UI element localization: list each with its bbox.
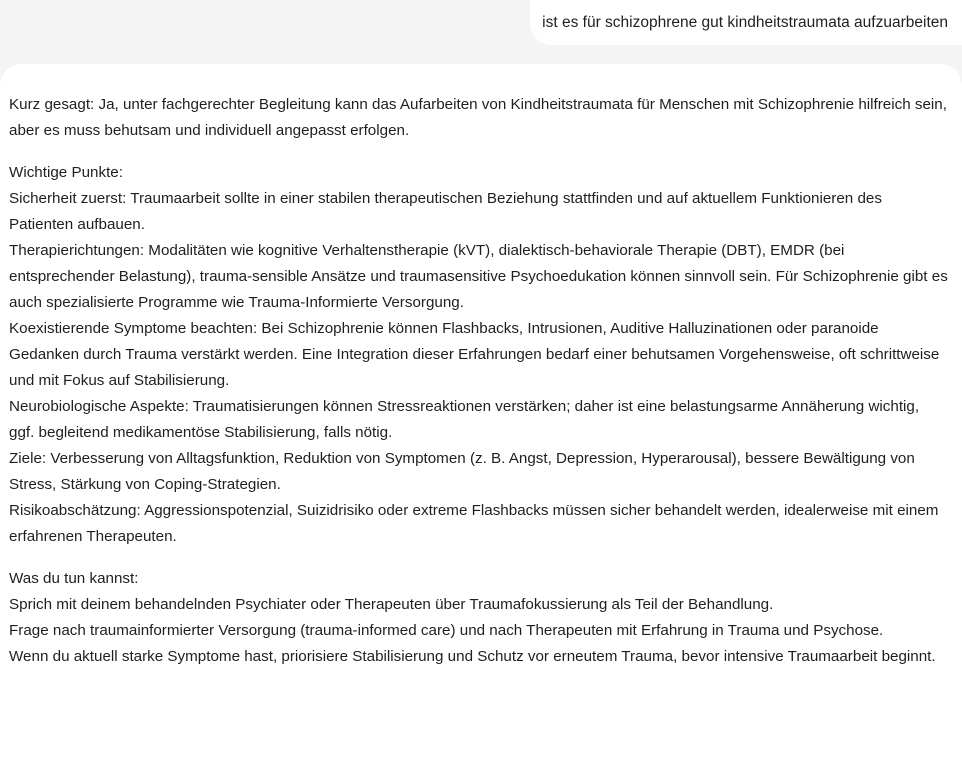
list-item: Wenn du aktuell starke Symptome hast, priorisiere Stabilisierung und Schutz vor erneutem Trauma, bevor intensive Traumaarbeit beginnt.	[9, 648, 936, 665]
list-item: Sicherheit zuerst: Traumaarbeit sollte in einer stabilen therapeutischen Beziehung stattfinden und auf aktuellem Funktionieren des Patienten aufbauen.	[9, 190, 882, 233]
assistant-response	[0, 64, 962, 764]
actions-heading: Was du tun kannst:	[9, 570, 139, 587]
response-intro: Kurz gesagt: Ja, unter fachgerechter Begleitung kann das Aufarbeiten von Kindheitstraumata für Menschen mit Schizophrenie hilfreich sein, aber es muss behutsam und individuell angepasst erfolgen.	[9, 96, 947, 139]
actions-list	[9, 592, 948, 670]
points-list	[9, 186, 948, 550]
user-message-bubble	[530, 0, 962, 45]
list-item: Risikoabschätzung: Aggressionspotenzial, Suizidrisiko oder extreme Flashbacks müssen sicher behandelt werden, idealerweise mit einem erfahrenen Therapeuten.	[9, 502, 939, 545]
list-item: Frage nach traumainformierter Versorgung (trauma-informed care) und nach Therapeuten mit Erfahrung in Trauma und Psychose.	[9, 622, 884, 639]
list-item: Neurobiologische Aspekte: Traumatisierungen können Stressreaktionen verstärken; daher ist eine belastungsarme Annäherung wichtig, ggf. begleitend medikamentöse Stabilisierung, falls nötig.	[9, 398, 920, 441]
list-item: Sprich mit deinem behandelnden Psychiater oder Therapeuten über Traumafokussierung als Teil der Behandlung.	[9, 596, 774, 613]
user-message-text: ist es für schizophrene gut kindheitstraumata aufzuarbeiten	[542, 13, 948, 31]
list-item: Ziele: Verbesserung von Alltagsfunktion, Reduktion von Symptomen (z. B. Angst, Depression, Hyperarousal), bessere Bewältigung von Stress, Stärkung von Coping-Strategien.	[9, 450, 915, 493]
list-item: Koexistierende Symptome beachten: Bei Schizophrenie können Flashbacks, Intrusionen, Auditive Halluzinationen oder paranoide Gedanken durch Trauma verstärkt werden. Eine Integration dieser Erfahrungen bedarf einer behutsamen Vorgehensweise, oft schrittweise und mit Fokus auf Stabilisierung.	[9, 320, 940, 389]
points-heading: Wichtige Punkte:	[9, 164, 123, 181]
list-item: Therapierichtungen: Modalitäten wie kognitive Verhaltenstherapie (kVT), dialektisch-behaviorale Therapie (DBT), EMDR (bei entsprechender Belastung), trauma-sensible Ansätze und traumasensitive Psychoedukation können sinnvoll sein. Für Schizophrenie gibt es auch spezialisierte Programme wie Trauma-Informierte Versorgung.	[9, 242, 948, 311]
